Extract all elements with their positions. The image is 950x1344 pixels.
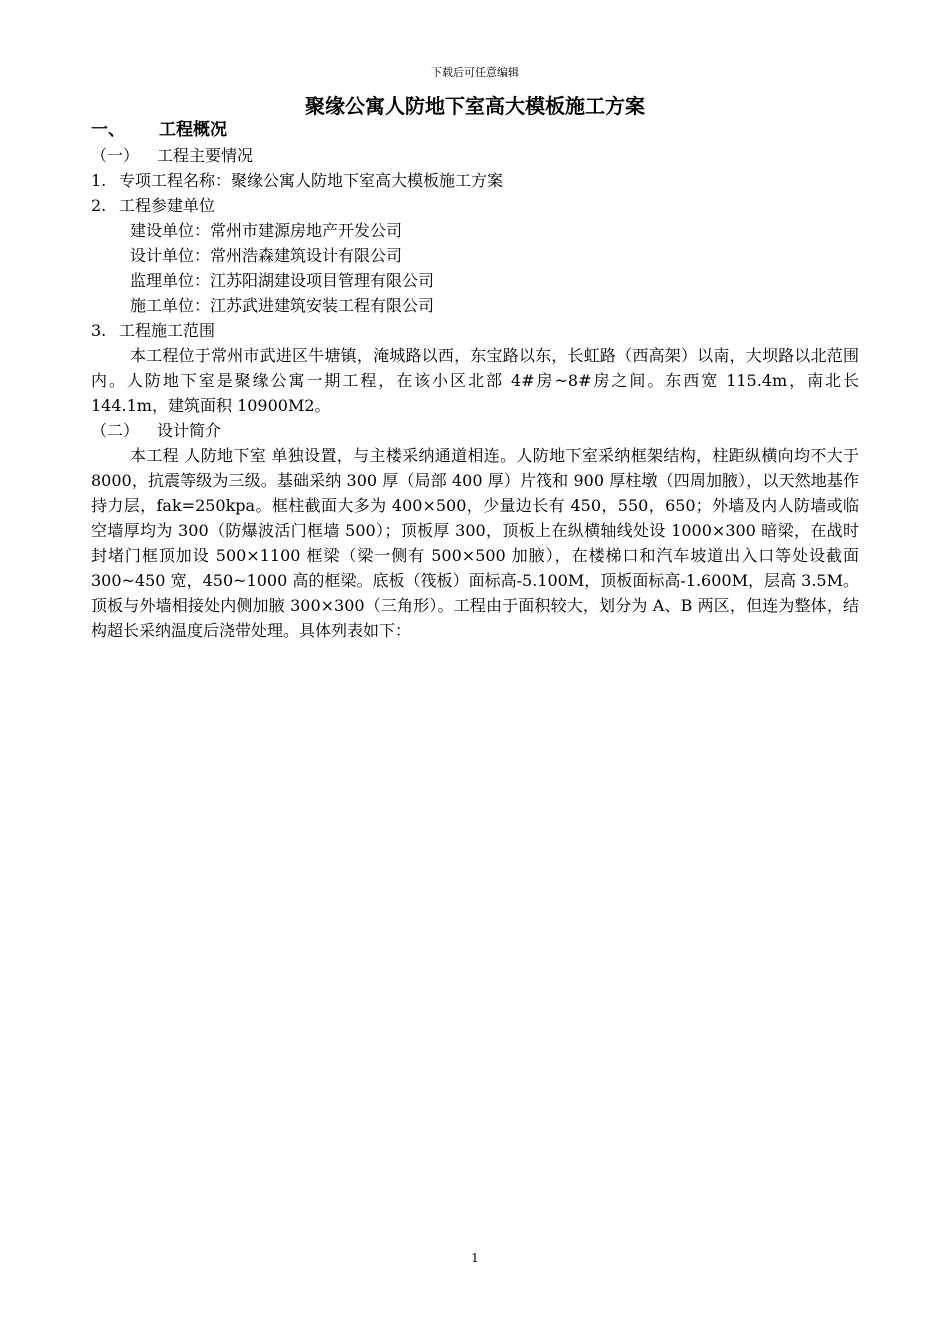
section-number: 一、 xyxy=(91,120,125,140)
document-title: 聚缘公寓人防地下室高大模板施工方案 xyxy=(305,94,645,118)
document-body xyxy=(91,118,859,643)
item-label: 工程施工范围 xyxy=(119,321,216,340)
unit-contractor: 施工单位：江苏武进建筑安装工程有限公司 xyxy=(130,296,435,315)
item-number: 3. xyxy=(91,321,107,340)
subsection-heading-2 xyxy=(91,418,859,443)
subsection-heading-1 xyxy=(91,143,859,168)
paragraph-design: 本工程 人防地下室 单独设置，与主楼采纳通道相连。人防地下室采纳框架结构，柱距纵横向均不大于 8000，抗震等级为三级。基础采纳 300 厚（局部 400 厚）片筏和 900 厚柱墩（四周加腋），以天然地基作持力层，fak=250kpa。框柱截面大多为 400×500，少量边长有 450，550，650；外墙及内人防墙或临空墙厚均为 300（防爆波活门框墙 500）；顶板厚 300，顶板上在纵横轴线处设 1000×300 暗梁，在战时封堵门框顶加设 500×1100 框梁（梁一侧有 500×500 加腋），在楼梯口和汽车坡道出入口等处设截面 300~450 宽，450~1000 高的框梁。底板（筏板）面标高-5.100M，顶板面标高-1.600M，层高 3.5M。顶板与外墙相接处内侧加腋 300×300（三角形）。工程由于面积较大，划分为 A、B 两区，但连为整体，结构超长采纳温度后浇带处理。具体列表如下： xyxy=(91,446,859,640)
unit-designer: 设计单位：常州浩森建筑设计有限公司 xyxy=(130,246,403,265)
item-label: 工程参建单位 xyxy=(119,196,216,215)
item-label: 专项工程名称：聚缘公寓人防地下室高大模板施工方案 xyxy=(119,171,504,190)
item-number: 2. xyxy=(91,196,107,215)
list-item-1 xyxy=(91,168,859,193)
subsection-label: 设计简介 xyxy=(157,421,222,440)
list-item-2 xyxy=(91,193,859,218)
unit-supervisor: 监理单位：江苏阳湖建设项目管理有限公司 xyxy=(130,271,435,290)
subsection-number: （一） xyxy=(91,146,140,165)
section-heading-1 xyxy=(91,118,859,143)
list-item-3 xyxy=(91,318,859,343)
section-label: 工程概况 xyxy=(159,120,227,140)
header-note: 下载后可任意编辑 xyxy=(431,66,519,79)
paragraph-scope: 本工程位于常州市武进区牛塘镇，淹城路以西，东宝路以东，长虹路（西高架）以南，大坝路以北范围内。人防地下室是聚缘公寓一期工程，在该小区北部 4#房~8#房之间。东西宽 115.4m，南北长 144.1m，建筑面积 10900M2。 xyxy=(91,346,859,415)
subsection-label: 工程主要情况 xyxy=(157,146,254,165)
unit-builder: 建设单位：常州市建源房地产开发公司 xyxy=(130,221,403,240)
page-number: 1 xyxy=(471,1251,479,1265)
item-number: 1. xyxy=(91,171,107,190)
subsection-number: （二） xyxy=(91,421,140,440)
